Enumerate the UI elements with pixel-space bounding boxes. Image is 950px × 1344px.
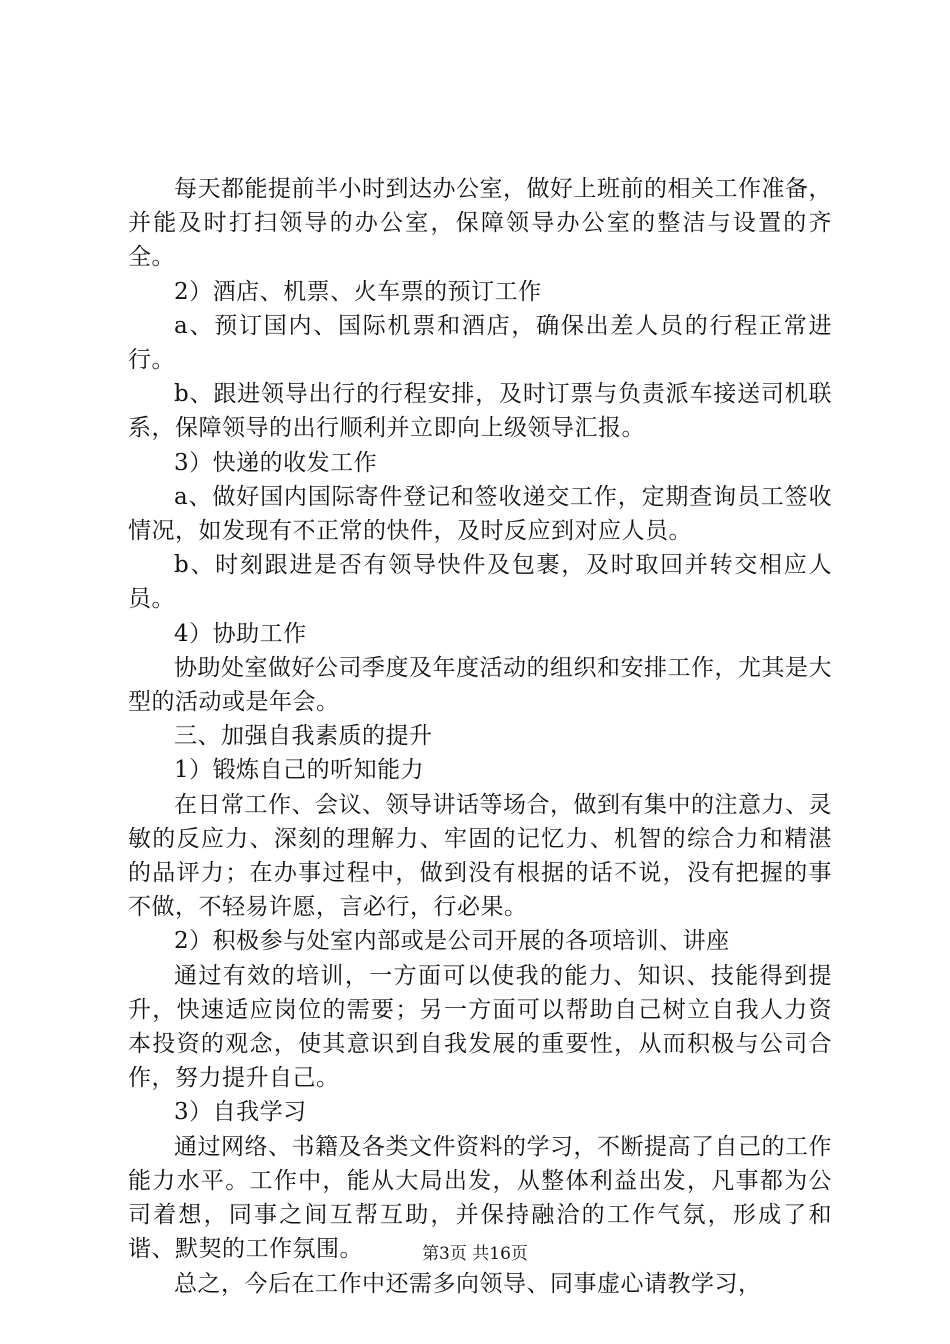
paragraph: 通过有效的培训，一方面可以使我的能力、知识、技能得到提升，快速适应岗位的需要；另一方面可以帮助自己树立自我人力资本投资的观念，使其意识到自我发展的重要性，从而积极与公司合作，努力提升自己。 — [128, 962, 832, 1092]
paragraph: a、预订国内、国际机票和酒店，确保出差人员的行程正常进行。 — [128, 312, 832, 374]
paragraph: 总之，今后在工作中还需多向领导、同事虚心请教学习， — [174, 1270, 762, 1297]
paragraph: 每天都能提前半小时到达办公室，做好上班前的相关工作准备，并能及时打扫领导的办公室，保障领导办公室的整洁与设置的齐全。 — [128, 176, 832, 271]
paragraph: 在日常工作、会议、领导讲话等场合，做到有集中的注意力、灵敏的反应力、深刻的理解力、牢固的记忆力、机智的综合力和精湛的品评力；在办事过程中，做到没有根据的话不说，没有把握的事不做，不轻易许愿，言必行，行必果。 — [128, 791, 832, 921]
paragraph: b、时刻跟进是否有领导快件及包裹，及时取回并转交相应人员。 — [128, 552, 832, 613]
section-heading: 3）自我学习 — [174, 1099, 307, 1126]
chapter-heading: 三、加强自我素质的提升 — [174, 723, 433, 750]
section-heading: 4）协助工作 — [174, 620, 307, 647]
paragraph: 通过网络、书籍及各类文件资料的学习，不断提高了自己的工作能力水平。工作中，能从大局出发，从整体利益出发，凡事都为公司着想，同事之间互帮互助，并保持融洽的工作气氛，形成了和谐、默契的工作氛围。 — [128, 1133, 832, 1263]
section-heading: 1）锻炼自己的听知能力 — [174, 757, 425, 784]
section-heading: 2）酒店、机票、火车票的预订工作 — [174, 278, 542, 305]
paragraph: b、跟进领导出行的行程安排，及时订票与负责派车接送司机联系，保障领导的出行顺利并立即向上级领导汇报。 — [128, 381, 832, 442]
section-heading: 2）积极参与处室内部或是公司开展的各项培训、讲座 — [174, 928, 730, 955]
paragraph: a、做好国内国际寄件登记和签收递交工作，定期查询员工签收情况，如发现有不正常的快件，及时反应到对应人员。 — [128, 483, 832, 545]
page-number-footer: 第3页 共16页 — [422, 1244, 528, 1264]
document-body — [128, 172, 832, 1301]
paragraph: 协助处室做好公司季度及年度活动的组织和安排工作，尤其是大型的活动或是年会。 — [128, 654, 832, 716]
section-heading: 3）快递的收发工作 — [174, 449, 378, 476]
